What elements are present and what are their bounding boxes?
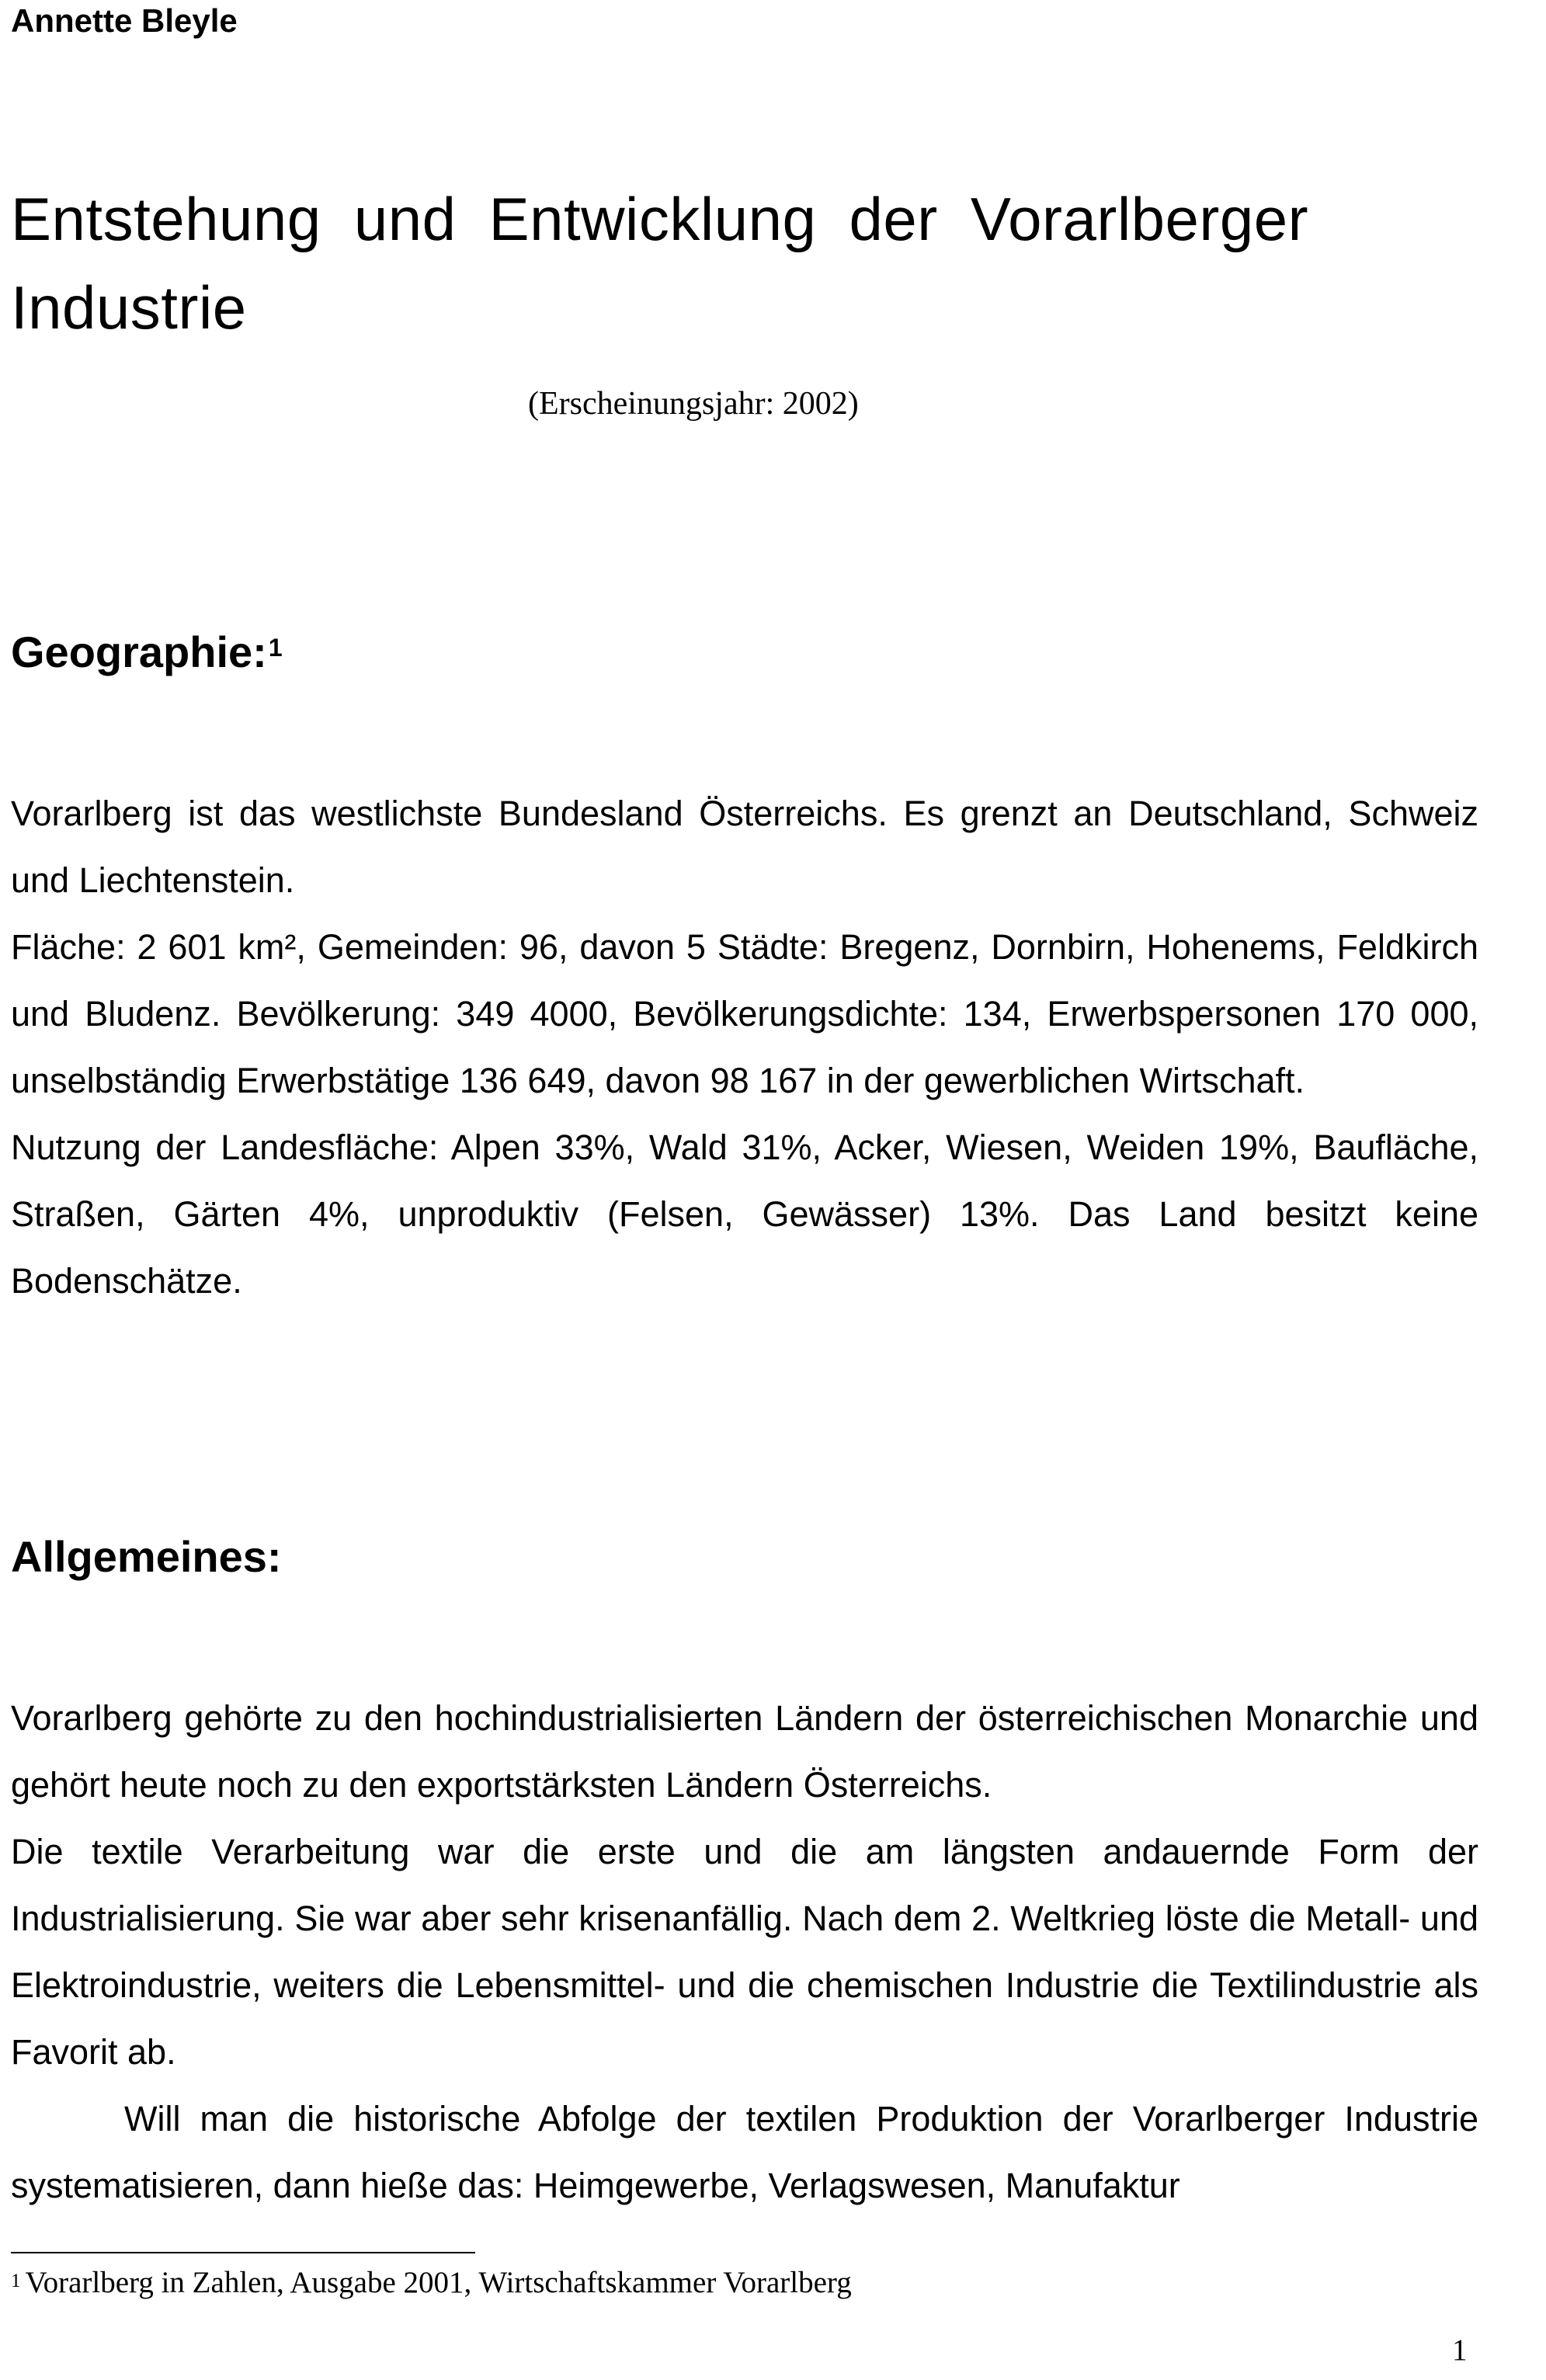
paragraph: Die textile Verarbeitung war die erste und die am längsten andauernde Form der Industrialisierung. Sie war aber sehr krisenanfällig. Nach dem 2. Weltkrieg löste die Metall- und Elektroindustrie, weiters die Lebensmittel- und die chemischen Industrie die Textilindustrie als Favorit ab. [11,1832,1478,2072]
footnote-divider [11,2252,475,2253]
document-title: Entstehung und Entwicklung der Vorarlberger Industrie [11,185,1309,342]
paragraph: Vorarlberg ist das westlichste Bundesland Österreichs. Es grenzt an Deutschland, Schweiz und Liechtenstein. [11,794,1478,900]
section-body-allgemeines [11,1685,1478,2219]
author-name: Annette Bleyle [11,2,238,39]
footnote-number: 1 [11,2271,21,2291]
paragraph: Nutzung der Landesfläche: Alpen 33%, Wald 31%, Acker, Wiesen, Weiden 19%, Baufläche, Straßen, Gärten 4%, unproduktiv (Felsen, Gewässer) 13%. Das Land besitzt keine Bodenschätze. [11,1127,1478,1301]
paragraph: Fläche: 2 601 km², Gemeinden: 96, davon 5 Städte: Bregenz, Dornbirn, Hohenems, Feldkirch und Bludenz. Bevölkerung: 349 4000, Bevölkerungsdichte: 134, Erwerbspersonen 170 000, unselbständig Erwerbstätige 136 649, davon 98 167 in der gewerblichen Wirtschaft. [11,927,1478,1100]
page-number: 1 [1452,2333,1468,2367]
paragraph: Will man die historische Abfolge der textilen Produktion der Vorarlberger Industrie systematisieren, dann hieße das: Heimgewerbe, Verlagswesen, Manufaktur [11,2099,1478,2205]
section-heading-allgemeines: Allgemeines: [11,1532,282,1581]
section-heading-geographie [11,625,283,679]
footnote-reference: 1 [268,634,283,662]
section-body-geographie [11,780,1478,1315]
paragraph: Vorarlberg gehörte zu den hochindustrialisierten Ländern der österreichischen Monarchie und gehört heute noch zu den exportstärksten Ländern Österreichs. [11,1698,1478,1805]
publication-year: (Erscheinungsjahr: 2002) [528,386,859,422]
footnote-text: Vorarlberg in Zahlen, Ausgabe 2001, Wirtschaftskammer Vorarlberg [25,2266,852,2299]
footnote [11,2263,852,2303]
section-heading-text: Geographie: [11,627,267,676]
